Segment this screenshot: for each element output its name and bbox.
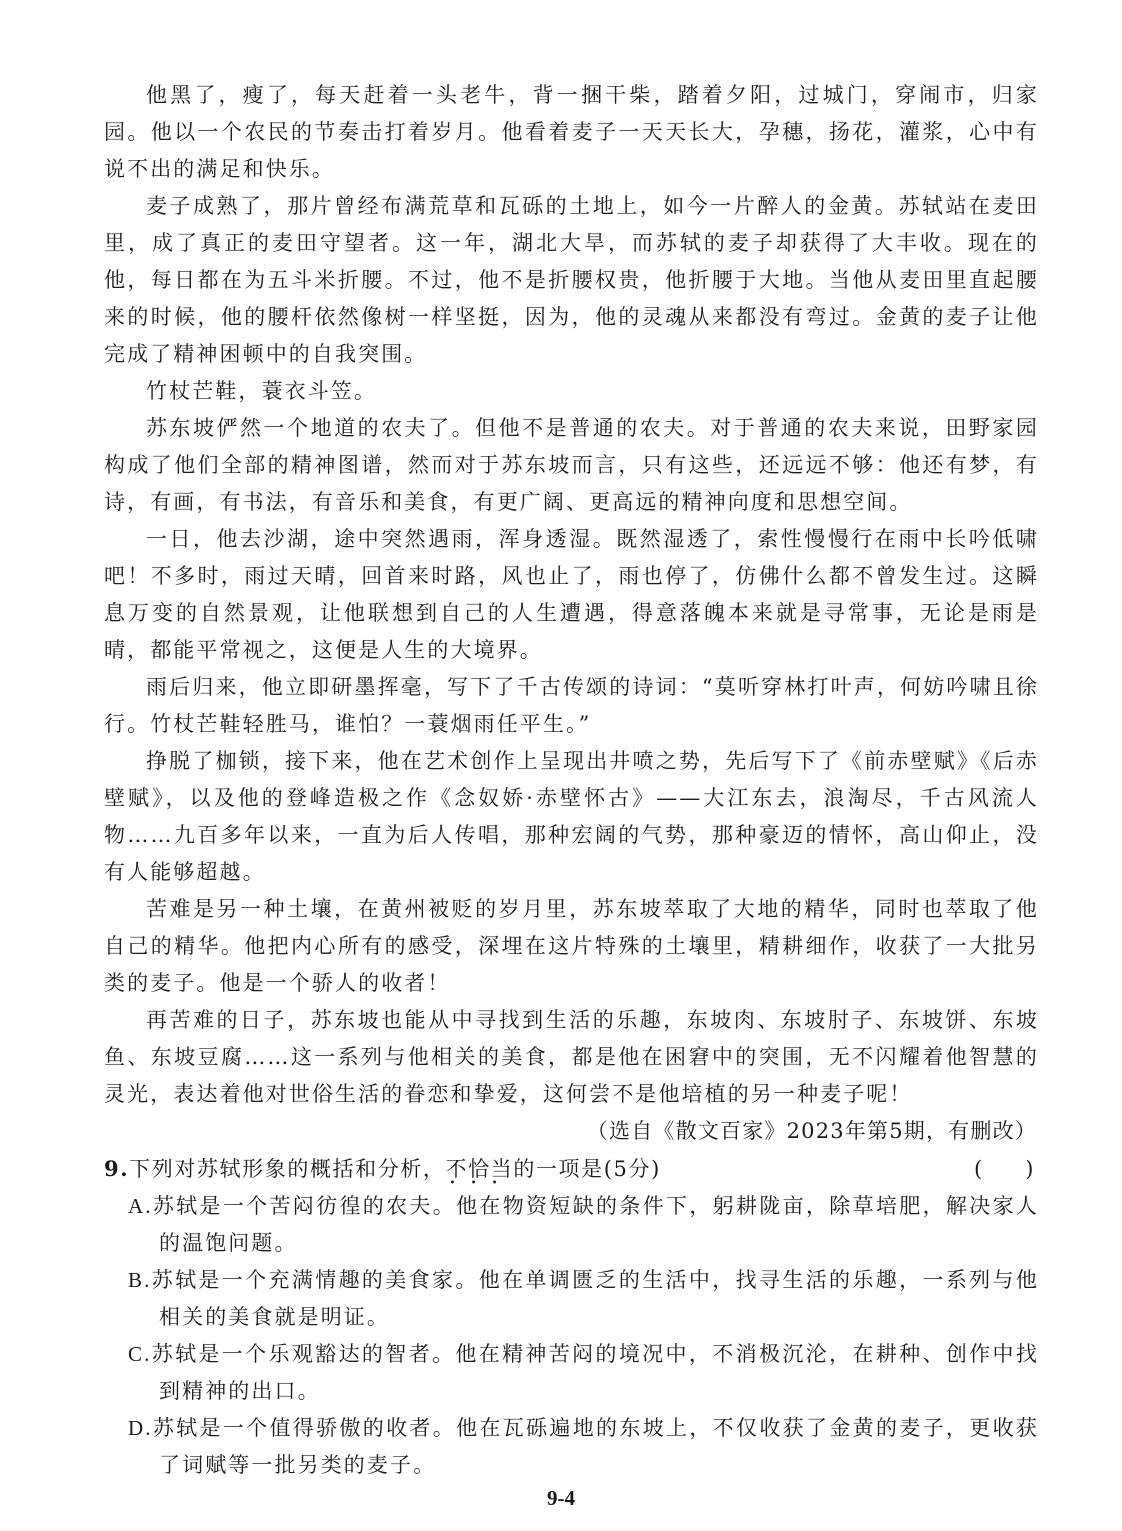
option-letter: A. xyxy=(128,1194,153,1218)
paragraph-1: 他黑了，瘦了，每天赶着一头老牛，背一捆干柴，踏着夕阳，过城门，穿闹市，归家园。他以一个农民的节奏击打着岁月。他看着麦子一天天长大，孕穗，扬花，灌浆，心中有说不出的满足和快乐。 xyxy=(104,83,1039,181)
answer-bracket[interactable]: ( ) xyxy=(974,1157,1035,1181)
question-stem xyxy=(104,1150,661,1188)
paragraph-3: 竹杖芒鞋，蓑衣斗笠。 xyxy=(146,379,377,403)
option-d[interactable] xyxy=(128,1410,1039,1484)
paragraph-2: 麦子成熟了，那片曾经布满荒草和瓦砾的土地上，如今一片醉人的金黄。苏轼站在麦田里，成了真正的麦田守望者。这一年，湖北大旱，而苏轼的麦子却获得了大丰收。现在的他，每日都在为五斗米折腰。不过，他不是折腰权贵，他折腰于大地。当他从麦田里直起腰来的时候，他的腰杆依然像树一样坚挺，因为，他的灵魂从来都没有弯过。金黄的麦子让他完成了精神困顿中的自我突围。 xyxy=(104,194,1039,366)
paragraph-9: 再苦难的日子，苏东坡也能从中寻找到生活的乐趣，东坡肉、东坡肘子、东坡饼、东坡鱼、东坡豆腐……这一系列与他相关的美食，都是他在困窘中的突围，无不闪耀着他智慧的灵光，表达着他对世俗生活的眷恋和挚爱，这何尝不是他培植的另一种麦子呢！ xyxy=(104,1008,1039,1106)
option-b[interactable] xyxy=(128,1262,1039,1336)
option-text: 苏轼是一个乐观豁达的智者。他在精神苦闷的境况中，不消极沉沦，在耕种、创作中找到精神的出口。 xyxy=(151,1342,1039,1403)
source-citation: （选自《散文百家》2023年第5期，有删改） xyxy=(586,1119,1037,1143)
option-letter: B. xyxy=(128,1268,152,1292)
paragraph-4: 苏东坡俨然一个地道的农夫了。但他不是普通的农夫。对于普通的农夫来说，田野家园构成了他们全部的精神图谱，然而对于苏东坡而言，只有这些，还远远不够：他还有梦，有诗，有画，有书法，有音乐和美食，有更广阔、更高远的精神向度和思想空间。 xyxy=(104,416,1039,514)
option-a[interactable] xyxy=(128,1188,1039,1262)
question-number: 9. xyxy=(104,1156,130,1181)
question-stem-emphasis: 不恰当 • • • xyxy=(446,1157,514,1181)
page-number: 9-4 xyxy=(547,1486,575,1510)
option-letter: C. xyxy=(128,1342,152,1366)
option-text: 苏轼是一个苦闷彷徨的农夫。他在物资短缺的条件下，躬耕陇亩，除草培肥，解决家人的温饱问题。 xyxy=(152,1194,1039,1255)
question-stem-before: 下列对苏轼形象的概括和分析， xyxy=(129,1157,446,1181)
question-9 xyxy=(104,1150,1039,1188)
option-text: 苏轼是一个充满情趣的美食家。他在单调匮乏的生活中，找寻生活的乐趣，一系列与他相关的美食就是明证。 xyxy=(151,1268,1039,1329)
paragraph-6: 雨后归来，他立即研墨挥毫，写下了千古传颂的诗词：“莫听穿林打叶声，何妨吟啸且徐行。竹杖芒鞋轻胜马，谁怕？一蓑烟雨任平生。” xyxy=(104,675,1039,736)
option-letter: D. xyxy=(128,1416,153,1440)
paragraph-5: 一日，他去沙湖，途中突然遇雨，浑身透湿。既然湿透了，索性慢慢行在雨中长吟低啸吧！不多时，雨过天晴，回首来时路，风也止了，雨也停了，仿佛什么都不曾发生过。这瞬息万变的自然景观，让他联想到自己的人生遭遇，得意落魄本来就是寻常事，无论是雨是晴，都能平常视之，这便是人生的大境界。 xyxy=(104,527,1039,662)
article-body xyxy=(104,77,1039,1484)
option-text: 苏轼是一个值得骄傲的收者。他在瓦砾遍地的东坡上，不仅收获了金黄的麦子，更收获了词赋等一批另类的麦子。 xyxy=(152,1416,1039,1477)
paragraph-7: 挣脱了枷锁，接下来，他在艺术创作上呈现出井喷之势，先后写下了《前赤壁赋》《后赤壁赋》，以及他的登峰造极之作《念奴娇·赤壁怀古》——大江东去，浪淘尽，千古风流人物……九百多年以来，一直为后人传唱，那种宏阔的气势，那种豪迈的情怀，高山仰止，没有人能够超越。 xyxy=(104,749,1039,884)
option-c[interactable] xyxy=(128,1336,1039,1410)
question-stem-after: 的一项是(5分) xyxy=(513,1157,661,1181)
paragraph-8: 苦难是另一种土壤，在黄州被贬的岁月里，苏东坡萃取了大地的精华，同时也萃取了他自己的精华。他把内心所有的感受，深埋在这片特殊的土壤里，精耕细作，收获了一大批另类的麦子。他是一个骄人的收者！ xyxy=(104,897,1039,995)
